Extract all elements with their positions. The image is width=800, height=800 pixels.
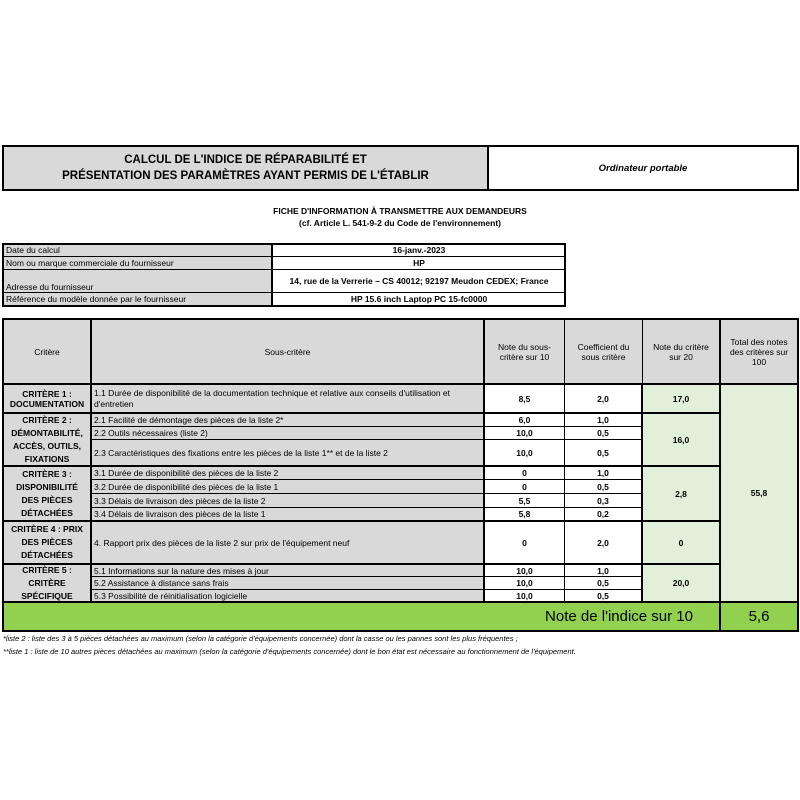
col-header-note-sous: Note du sous-critère sur 10: [485, 318, 565, 385]
indice-label: Note de l'indice sur 10: [2, 603, 721, 632]
info-row: [3, 244, 566, 257]
header-box: [2, 145, 799, 191]
footnote-liste-1: **liste 1 : liste de 10 autres pièces détachées au maximum (selon la catégorie d'équipements concernée) dont le bon état est nécessaire au fonctionnement de l'équipement.: [3, 647, 576, 656]
info-row: [3, 257, 566, 270]
sub-criterion-1-1: 1.1 Durée de disponibilité de la documentation technique et relative aux conseils d'utilisation et d'entretien: [92, 385, 485, 414]
sub-note: 5,8: [485, 508, 565, 522]
info-value: 14, rue de la Verrerie – CS 40012; 92197 Meudon CEDEX; France: [272, 270, 566, 293]
sub-note: 10,0: [485, 427, 565, 440]
sub-note: 10,0: [485, 565, 565, 577]
sub-coef: 0,3: [565, 494, 643, 508]
title-line-1: CALCUL DE L'INDICE DE RÉPARABILITÉ ET: [124, 154, 367, 166]
info-label: Adresse du fournisseur: [3, 270, 273, 293]
sub-criterion-5-3: 5.3 Possibilité de réinitialisation logicielle: [92, 590, 485, 603]
sub-coef: 0,5: [565, 577, 643, 590]
sub-note: 5,5: [485, 494, 565, 508]
col-header-total: Total des notes des critères sur 100: [721, 318, 799, 385]
criterion-1-label: CRITÈRE 1 : DOCUMENTATION: [2, 385, 92, 414]
sub-coef: 0,5: [565, 590, 643, 603]
fiche-line-2: (cf. Article L. 541-9-2 du Code de l'environnement): [299, 218, 501, 228]
col-header-sous-critere: Sous-critère: [92, 318, 485, 385]
info-label: Nom ou marque commerciale du fournisseur: [3, 257, 273, 270]
score-table: [2, 318, 799, 632]
info-row: [3, 293, 566, 306]
criterion-2-note: 16,0: [643, 414, 721, 467]
sub-note: 0: [485, 467, 565, 480]
sub-note: 10,0: [485, 440, 565, 467]
sub-note: 0: [485, 480, 565, 494]
sub-note: 6,0: [485, 414, 565, 427]
criterion-5-label: CRITÈRE 5 : CRITÈRE SPÉCIFIQUE: [2, 565, 92, 603]
fiche-heading: [0, 205, 800, 229]
info-value: HP 15.6 inch Laptop PC 15-fc0000: [272, 293, 566, 306]
col-header-note-critere: Note du critère sur 20: [643, 318, 721, 385]
criterion-4-label: CRITÈRE 4 : PRIX DES PIÈCES DÉTACHÉES: [2, 522, 92, 565]
info-row: [3, 270, 566, 293]
total-score: 55,8: [721, 385, 799, 603]
info-value: HP: [272, 257, 566, 270]
sub-note: 10,0: [485, 577, 565, 590]
footnote-liste-2: *liste 2 : liste des 3 à 5 pièces détachées au maximum (selon la catégorie d'équipements concernée) dont la casse ou les pannes sont les plus fréquentes ;: [3, 634, 518, 643]
criterion-3-label: CRITÈRE 3 : DISPONIBILITÉ DES PIÈCES DÉTACHÉES: [2, 467, 92, 522]
info-label: Date du calcul: [3, 244, 273, 257]
sub-coef: 1,0: [565, 467, 643, 480]
sub-coef: 1,0: [565, 414, 643, 427]
sub-criterion-3-3: 3.3 Délais de livraison des pièces de la liste 2: [92, 494, 485, 508]
sub-note: 10,0: [485, 590, 565, 603]
sub-criterion-4: 4. Rapport prix des pièces de la liste 2 sur prix de l'équipement neuf: [92, 522, 485, 565]
criterion-5-note: 20,0: [643, 565, 721, 603]
indice-value: 5,6: [721, 603, 799, 632]
sub-criterion-3-2: 3.2 Durée de disponibilité des pièces de la liste 1: [92, 480, 485, 494]
criterion-3-note: 2,8: [643, 467, 721, 522]
product-type: Ordinateur portable: [598, 162, 688, 174]
sub-note: 8,5: [485, 385, 565, 414]
sub-coef: 0,5: [565, 440, 643, 467]
sub-coef: 0,5: [565, 427, 643, 440]
fiche-line-1: FICHE D'INFORMATION À TRANSMETTRE AUX DEMANDEURS: [273, 206, 527, 216]
criterion-4-note: 0: [643, 522, 721, 565]
criterion-2-label: CRITÈRE 2 : DÉMONTABILITÉ, ACCÈS, OUTILS, FIXATIONS: [2, 414, 92, 467]
sub-criterion-5-2: 5.2 Assistance à distance sans frais: [92, 577, 485, 590]
info-label: Référence du modèle donnée par le fournisseur: [3, 293, 273, 306]
sub-coef: 2,0: [565, 522, 643, 565]
sub-criterion-3-4: 3.4 Délais de livraison des pièces de la liste 1: [92, 508, 485, 522]
header-title: [4, 147, 489, 189]
sub-coef: 0,5: [565, 480, 643, 494]
supplier-info-table: [2, 243, 566, 306]
sub-coef: 0,2: [565, 508, 643, 522]
sub-criterion-2-2: 2.2 Outils nécessaires (liste 2): [92, 427, 485, 440]
col-header-coef: Coefficient du sous critère: [565, 318, 643, 385]
title-line-2: PRÉSENTATION DES PARAMÈTRES AYANT PERMIS DE L'ÉTABLIR: [62, 170, 429, 182]
sub-note: 0: [485, 522, 565, 565]
sub-criterion-3-1: 3.1 Durée de disponibilité des pièces de la liste 2: [92, 467, 485, 480]
sub-criterion-2-1: 2.1 Facilité de démontage des pièces de la liste 2*: [92, 414, 485, 427]
sub-criterion-5-1: 5.1 Informations sur la nature des mises à jour: [92, 565, 485, 577]
sub-criterion-2-3: 2.3 Caractéristiques des fixations entre les pièces de la liste 1** et de la liste 2: [92, 440, 485, 467]
sub-coef: 1,0: [565, 565, 643, 577]
col-header-critere: Critère: [2, 318, 92, 385]
sub-coef: 2,0: [565, 385, 643, 414]
info-value: 16-janv.-2023: [272, 244, 566, 257]
criterion-1-note: 17,0: [643, 385, 721, 414]
